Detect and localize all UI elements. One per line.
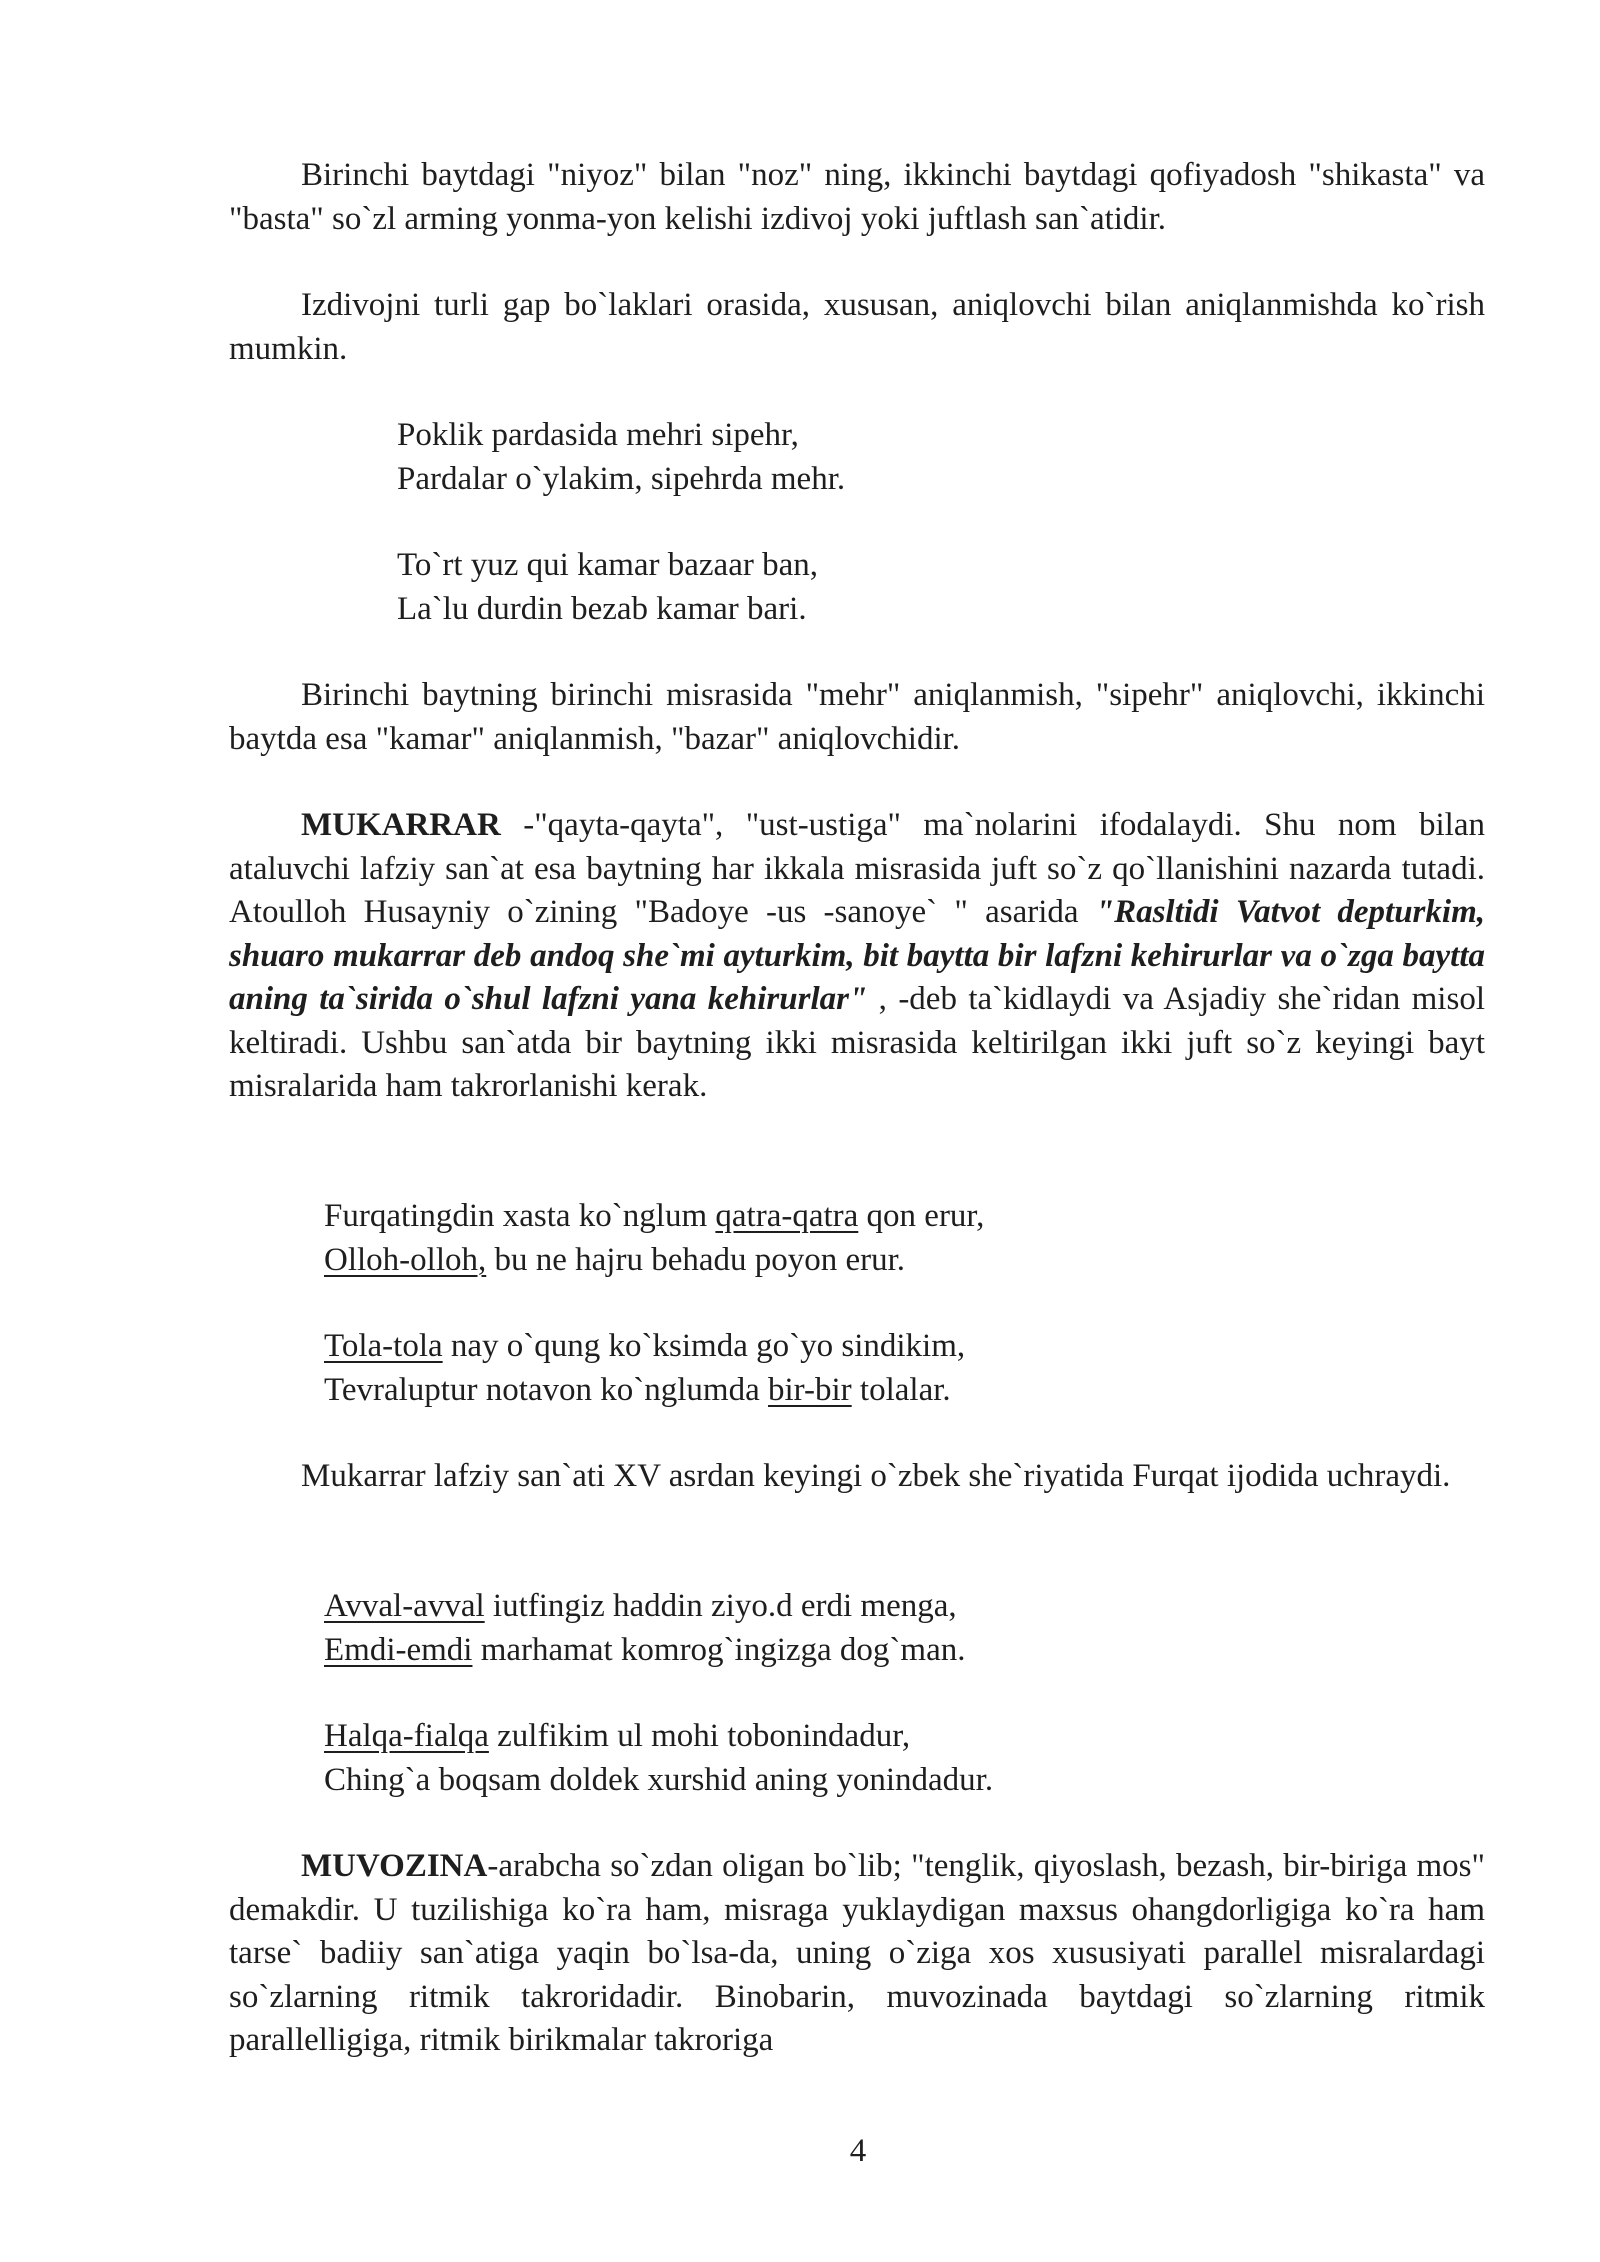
- mukarrar-text-a: -"qayta-qayta", "ust-ustiga" ma`nolarini ifodalaydi. Shu nom bilan ataluvchi lafziy san`at esa baytning har ikkala misrasida juft so`z qo`llanishini nazarda tutadi. Atoulloh Husayniy o`zining "Badoye -us -sanoye` " asarida: [229, 807, 1485, 930]
- verse-line: Pardalar o`ylakim, sipehrda mehr.: [397, 460, 846, 497]
- paragraph-muvozina: [229, 1845, 1485, 2063]
- page-number: 4: [849, 2133, 867, 2169]
- verse-line: Poklik pardasida mehri sipehr,: [397, 417, 799, 453]
- mukarrar-text-b: , -deb ta`kidlaydi va Asjadiy she`ridan misol keltiradi. Ushbu san`atda bir baytning ikki misrasida keltirilgan ikki juft so`z keyingi bayt misralarida ham takrorlanishi kerak.: [229, 981, 1485, 1104]
- verse-line: Tevraluptur notavon ko`nglumda bir-bir tolalar.: [324, 1371, 951, 1408]
- repeated-word: Olloh-olloh,: [324, 1241, 487, 1278]
- paragraph-mukarrar: [229, 804, 1485, 1109]
- verse-halqa: [324, 1715, 993, 1802]
- paragraph-izdivoj-example: Birinchi baytdagi "niyoz" bilan "noz" ning, ikkinchi baytdagi qofiyadosh "shikasta" va "basta" so`zl arming yonma-yon kelishi izdivoj yoki juftlash san`atidir.: [229, 157, 1485, 237]
- repeated-word: Emdi-emdi: [324, 1631, 473, 1668]
- verse-line: Olloh-olloh, bu ne hajru behadu poyon erur.: [324, 1241, 906, 1278]
- term-muvozina: MUVOZINA: [301, 1848, 488, 1884]
- verse-line: Emdi-emdi marhamat komrog`ingizga dog`man.: [324, 1631, 966, 1668]
- verse-line: To`rt yuz qui kamar bazaar ban,: [397, 547, 818, 583]
- repeated-word: Halqa-fialqa: [324, 1718, 489, 1754]
- paragraph-aniqlanmish: Birinchi baytning birinchi misrasida "mehr" aniqlanmish, "sipehr" aniqlovchi, ikkinchi baytda esa "kamar" aniqlanmish, "bazar" aniqlovchidir.: [229, 677, 1485, 757]
- repeated-word: qatra-qatra: [715, 1198, 859, 1234]
- verse-line: La`lu durdin bezab kamar bari.: [397, 590, 807, 627]
- paragraph-furqat: Mukarrar lafziy san`ati XV asrdan keyingi o`zbek she`riyatida Furqat ijodida uchraydi.: [301, 1458, 1451, 1494]
- verse-line: Furqatingdin xasta ko`nglum qatra-qatra qon erur,: [324, 1198, 985, 1234]
- verse-avval-avval: [324, 1585, 966, 1672]
- term-mukarrar: MUKARRAR: [301, 807, 501, 843]
- repeated-word: Tola-tola: [324, 1328, 443, 1364]
- verse-line: Halqa-fialqa zulfikim ul mohi tobonindadur,: [324, 1718, 911, 1754]
- verse-line: Tola-tola nay o`qung ko`ksimda go`yo sindikim,: [324, 1328, 966, 1364]
- verse-tort-yuz: [397, 544, 818, 631]
- verse-tola-tola: [324, 1325, 965, 1412]
- paragraph-izdivoj-definition: Izdivojni turli gap bo`laklari orasida, xususan, aniqlovchi bilan aniqlanmishda ko`rish mumkin.: [229, 287, 1485, 367]
- verse-poklik: [397, 414, 845, 501]
- verse-furqatingdin: [324, 1195, 984, 1282]
- verse-line: Ching`a boqsam doldek xurshid aning yonindadur.: [324, 1761, 994, 1798]
- repeated-word: bir-bir: [768, 1371, 852, 1408]
- verse-line: Avval-avval iutfingiz haddin ziyo.d erdi menga,: [324, 1588, 957, 1624]
- muvozina-text: -arabcha so`zdan oligan bo`lib; "tenglik, qiyoslash, bezash, bir-biriga mos" demakdir. U tuzilishiga ko`ra ham, misraga yuklaydigan maxsus ohangdorligiga ko`ra ham tarse` badiiy san`atiga yaqin bo`lsa-da, uning o`ziga xos xususiyati parallel misralardagi so`zlarning ritmik takroridadir. Binobarin, muvozinada baytdagi so`zlarning ritmik parallelligiga, ritmik birikmalar takroriga: [229, 1848, 1485, 2058]
- repeated-word: Avval-avval: [324, 1588, 485, 1624]
- mukarrar-quote: "Rasltidi Vatvot depturkim, shuaro mukarrar deb andoq she`mi ayturkim, bit baytta bir lafzni kehirurlar va o`zga baytta aning ta`sirida o`shul lafzni yana kehirurlar": [229, 894, 1485, 1017]
